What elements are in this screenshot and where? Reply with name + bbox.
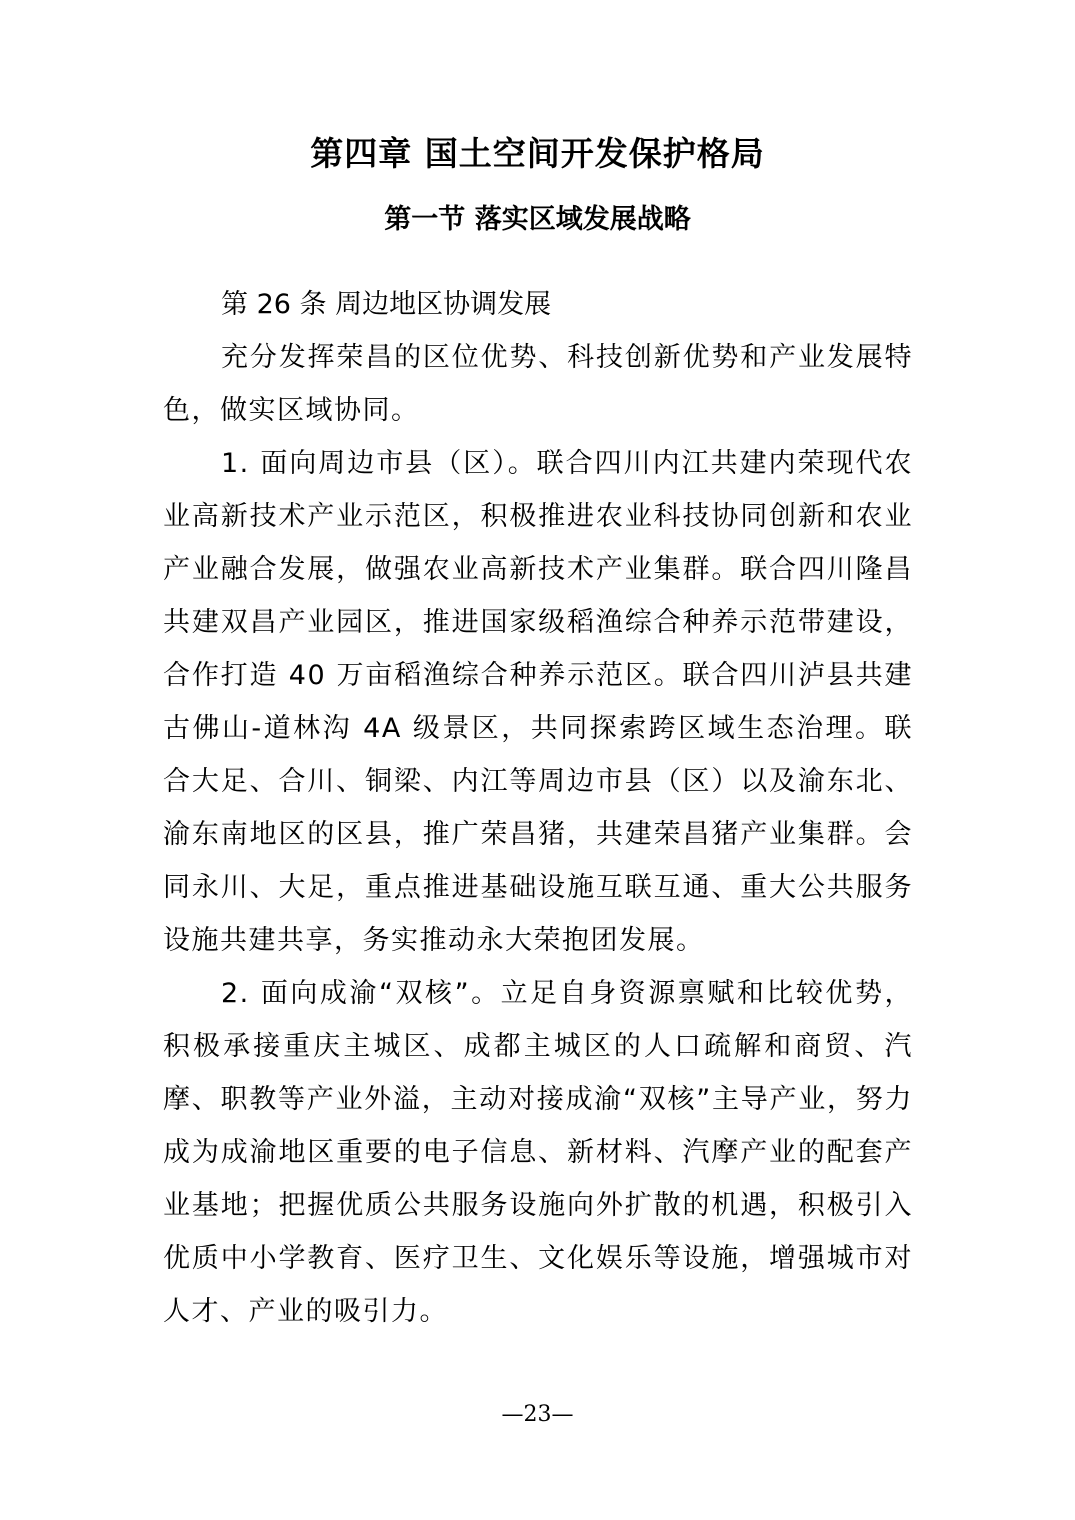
article-title: 第 26 条 周边地区协调发展 xyxy=(221,289,552,320)
body-text xyxy=(163,278,913,1338)
paragraph-neighboring-counties: 1. 面向周边市县（区）。联合四川内江共建内荣现代农业高新技术产业示范区，积极推进农业科技协同创新和农业产业融合发展，做强农业高新技术产业集群。联合四川隆昌共建双昌产业园区，推进国家级稻渔综合种养示范带建设，合作打造 40 万亩稻渔综合种养示范区。联合四川泸县共建古佛山-道林沟 4A 级景区，共同探索跨区域生态治理。联合大足、合川、铜梁、内江等周边市县（区）以及渝东北、渝东南地区的区县，推广荣昌猪，共建荣昌猪产业集群。会同永川、大足，重点推进基础设施互联互通、重大公共服务设施共建共享，务实推动永大荣抱团发展。 xyxy=(163,448,913,956)
section-title: 第一节 落实区域发展战略 xyxy=(384,204,691,235)
chapter-title: 第四章 国土空间开发保护格局 xyxy=(310,134,765,173)
page-number: —23— xyxy=(501,1402,574,1427)
paragraph-intro: 充分发挥荣昌的区位优势、科技创新优势和产业发展特色，做实区域协同。 xyxy=(163,342,913,426)
paragraph-chengyu-dual-core: 2. 面向成渝“双核”。立足自身资源禀赋和比较优势，积极承接重庆主城区、成都主城区的人口疏解和商贸、汽摩、职教等产业外溢，主动对接成渝“双核”主导产业，努力成为成渝地区重要的电子信息、新材料、汽摩产业的配套产业基地；把握优质公共服务设施向外扩散的机遇，积极引入优质中小学教育、医疗卫生、文化娱乐等设施，增强城市对人才、产业的吸引力。 xyxy=(163,978,913,1327)
